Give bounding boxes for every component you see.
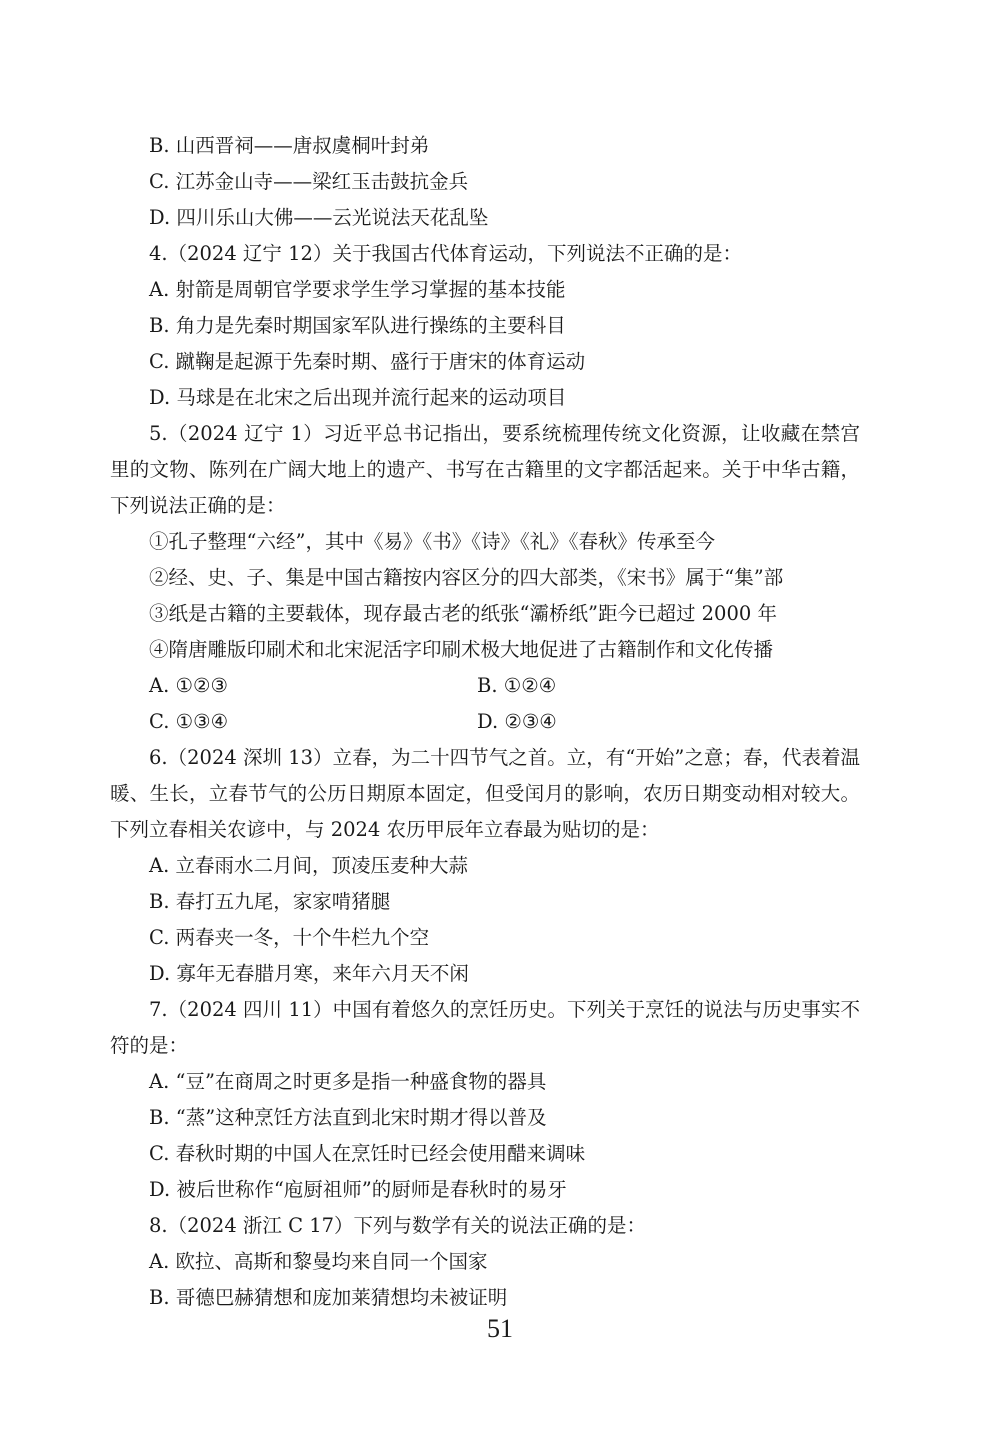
q5-stem: 5.（2024 辽宁 1）习近平总书记指出，要系统梳理传统文化资源，让收藏在禁宫里的文物、陈列在广阔大地上的遗产、书写在古籍里的文字都活起来。关于中华古籍，下列说法正确的是： [110,422,860,517]
page-content [110,128,860,1316]
q5-option-c: C. ①③④ [149,710,229,733]
q8-option-a: A. 欧拉、高斯和黎曼均来自同一个国家 [149,1250,488,1273]
q4-stem: 4.（2024 辽宁 12）关于我国古代体育运动，下列说法不正确的是： [149,242,742,265]
q5-options-row-2 [110,704,860,740]
q5-statement-1: ①孔子整理“六经”，其中《易》《书》《诗》《礼》《春秋》传承至今 [149,530,715,553]
q5-options-row-1 [110,668,860,704]
q8-option-b: B. 哥德巴赫猜想和庞加莱猜想均未被证明 [149,1286,508,1309]
q5-statement-2: ②经、史、子、集是中国古籍按内容区分的四大部类，《宋书》属于“集”部 [149,566,784,589]
q7-option-c: C. 春秋时期的中国人在烹饪时已经会使用醋来调味 [149,1142,586,1165]
q3-option-d: D. 四川乐山大佛——云光说法天花乱坠 [149,206,489,229]
q6-stem: 6.（2024 深圳 13）立春，为二十四节气之首。立，有“开始”之意；春，代表着温暖、生长，立春节气的公历日期原本固定，但受闰月的影响，农历日期变动相对较大。下列立春相关农谚中，与 2024 农历甲辰年立春最为贴切的是： [110,746,860,841]
q5-statement-3: ③纸是古籍的主要载体，现存最古老的纸张“灞桥纸”距今已超过 2000 年 [149,602,777,625]
q7-stem: 7.（2024 四川 11）中国有着悠久的烹饪历史。下列关于烹饪的说法与历史事实不符的是： [110,998,860,1057]
q4-option-d: D. 马球是在北宋之后出现并流行起来的运动项目 [149,386,567,409]
q4-option-c: C. 蹴鞠是起源于先秦时期、盛行于唐宋的体育运动 [149,350,586,373]
q5-statement-4: ④隋唐雕版印刷术和北宋泥活字印刷术极大地促进了古籍制作和文化传播 [149,638,774,661]
q4-option-b: B. 角力是先秦时期国家军队进行操练的主要科目 [149,314,566,337]
q6-option-a: A. 立春雨水二月间，顶凌压麦种大蒜 [149,854,468,877]
q7-option-a: A. “豆”在商周之时更多是指一种盛食物的器具 [149,1070,547,1093]
q6-option-b: B. 春打五九尾，家家啃猪腿 [149,890,391,913]
page-number: 51 [487,1314,513,1343]
q5-option-a: A. ①②③ [149,674,228,697]
q5-option-b: B. ①②④ [477,674,557,697]
q6-option-d: D. 寡年无春腊月寒，来年六月天不闲 [149,962,469,985]
q8-stem: 8.（2024 浙江 C 17）下列与数学有关的说法正确的是： [149,1214,647,1237]
q6-option-c: C. 两春夹一冬，十个牛栏九个空 [149,926,430,949]
q7-option-b: B. “蒸”这种烹饪方法直到北宋时期才得以普及 [149,1106,547,1129]
q4-option-a: A. 射箭是周朝官学要求学生学习掌握的基本技能 [149,278,566,301]
q5-option-d: D. ②③④ [477,710,557,733]
q7-option-d: D. 被后世称作“庖厨祖师”的厨师是春秋时的易牙 [149,1178,567,1201]
q3-option-c: C. 江苏金山寺——梁红玉击鼓抗金兵 [149,170,469,193]
q3-option-b: B. 山西晋祠——唐叔虞桐叶封弟 [149,134,430,157]
